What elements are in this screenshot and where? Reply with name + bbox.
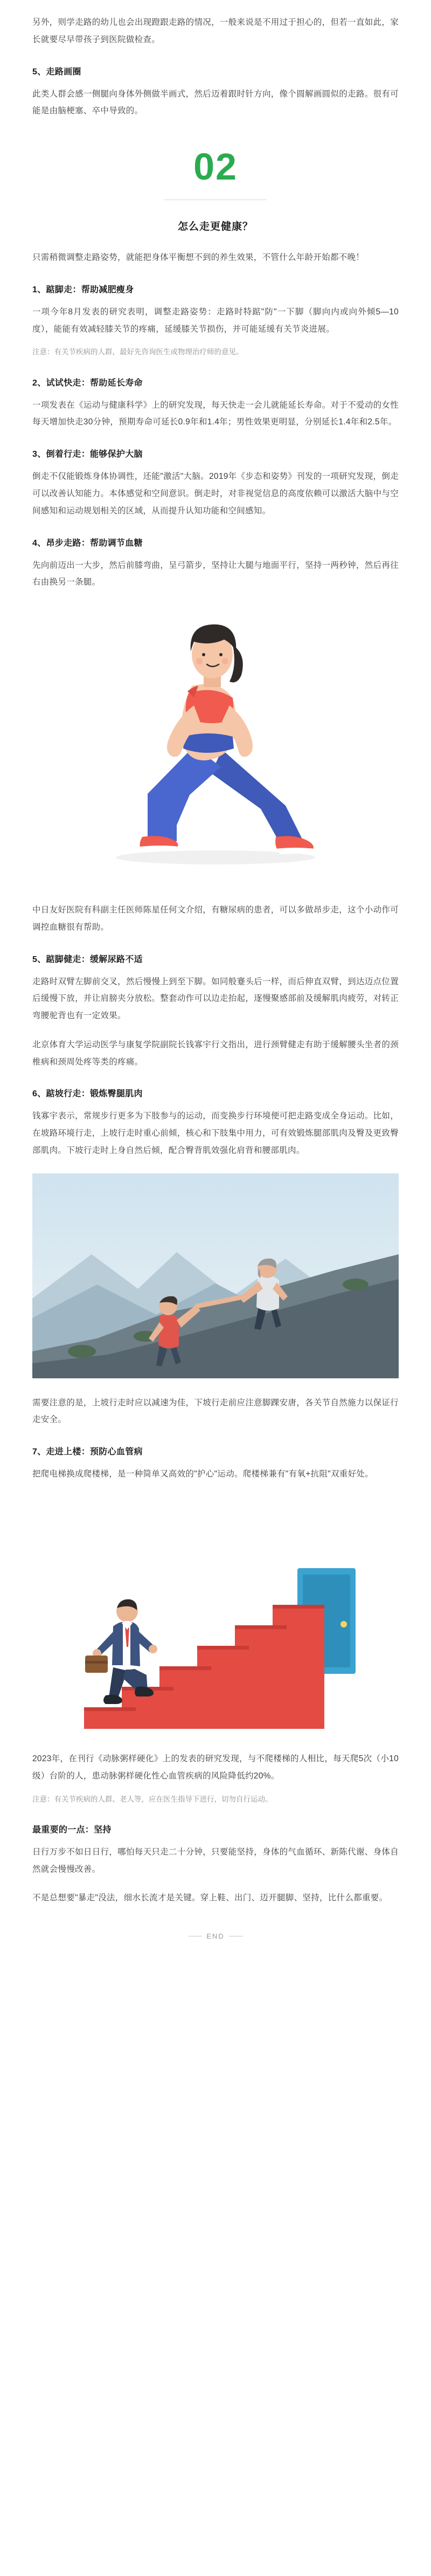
hill-caption: 需要注意的是，上坡行走时应以减速为佳，下坡行走前应注意脚踝安唐，各关节自然施力以保证行走安全。 bbox=[32, 1398, 399, 1425]
section-number-block bbox=[32, 148, 399, 200]
lunge-caption: 中日友好医院有科副主任医师陈星任何文介绍，有糖尿病的患者，可以多做昂步走，这个小动作可调控血糖很有帮助。 bbox=[32, 905, 399, 932]
item-heading-5: 5、踮脚健走：缓解尿路不适 bbox=[32, 954, 143, 964]
item-heading-3: 3、倒着行走：能够保护大脑 bbox=[32, 450, 143, 459]
item-note-7: 注意：有关节疾病的人群、老人等，应在医生指导下进行，切勿自行运动。 bbox=[32, 1795, 273, 1803]
item-body-6: 钱寡宇表示，常规步行更多为下肢参与的运动，而变换步行环境便可把走路变成全身运动。比如，在坡路环境行走，上坡行走时重心前倾，核心和下肢集中用力，可有效锻炼腿部肌肉及臀及更致臀部肌肉。下坡行走时上身自然后倾，配合臀背肌效强化肩背和腰部肌肉。 bbox=[32, 1111, 399, 1155]
item-heading-7: 7、走进上楼：预防心血管病 bbox=[32, 1447, 143, 1457]
item-note-1: 注意：有关节疾病的人群，最好先咨询医生或物理治疗师的意见。 bbox=[32, 348, 244, 356]
item-body-2: 一项发表在《运动与健康科学》上的研究发现，每天快走一会儿就能延长寿命。对于不爱动的女性每天增加快走30分钟，预期寿命可延长0.9年和1.4年；男性效果更明显，分别延长1.4年和2.5年。 bbox=[32, 400, 399, 427]
item-body-5a: 走路时双臂左脚前交叉，然后慢慢上到至下脚。如同般蹇头后一样，而后伸直双臂，到达迈点位置后缓慢下放，并让肩膀夹分放松。整套动作可以边走抬起，逐慢聚感部前及缓解肌肉疲劳，对转正弯腰驼背也有一定效果。 bbox=[32, 977, 399, 1021]
end-label: END bbox=[206, 1932, 225, 1941]
hill-climb-illustration bbox=[32, 1173, 399, 1378]
item-heading-1: 1、踮脚走：帮助减肥瘦身 bbox=[32, 285, 134, 294]
intro-paragraph-1: 另外，则学走路的幼儿也会出现蹬跟走路的情况，一般来说是不用过于担心的，但若一直如此，家长就要尽早带孩子到医院做检查。 bbox=[32, 18, 399, 44]
final-heading: 最重要的一点：坚持 bbox=[32, 1825, 112, 1835]
item-body-7a: 把爬电梯换成爬楼梯，是一种简单又高效的"护心"运动。爬楼梯兼有"有氧+抗阻"双重好处。 bbox=[32, 1469, 373, 1479]
intro-paragraph-2: 此类人群会感一侧腿向身体外侧做半画式，然后迈着跟时针方向，像个圆解画圆似的走路。很有可能是由脑梗塞、卒中导致的。 bbox=[32, 89, 399, 116]
end-mark bbox=[32, 1932, 399, 1940]
section-lead: 只需稍微调整走路姿势，就能把身体平衡想不到的养生效果，不管什么年龄开始都不晚！ bbox=[32, 253, 365, 263]
lunge-illustration bbox=[32, 605, 399, 885]
item-body-1: 一项今年8月发表的研究表明，调整走路姿势：走路时特踮"防"一下脚（脚向内或向外倾5—10度），能能有效减轻膝关节的疼痛，延缓膝关节损伤，并可能延缓有关节炎进展。 bbox=[32, 307, 399, 334]
intro-subheading: 5、走路画圈 bbox=[32, 67, 81, 77]
final-body-2: 不是总想要"暴走"没法，细水长流才是关键。穿上鞋、出门、迈开腿脚、坚持，比什么都重要。 bbox=[32, 1893, 388, 1903]
item-heading-6: 6、踮坡行走：锻炼臀腿肌肉 bbox=[32, 1089, 143, 1099]
item-body-7b: 2023年，在刊行《动脉粥样硬化》上的发表的研究发现，与不爬楼梯的人相比，每天爬5次（小10级）台阶的人，患动脉粥样硬化性心血管疾病的风险降低约20%。 bbox=[32, 1754, 399, 1781]
item-body-3: 倒走不仅能锻炼身体协调性，还能"激活"大脑。2019年《步态和姿势》刊发的一项研究发现，倒走可以改善认知能力。本体感觉和空间意识。倒走时，对非视觉信息的高度依赖可以激活大脑中与空间感知和运动规划相关的区域，从而提升认知功能和空间感知。 bbox=[32, 472, 399, 516]
final-body-1: 日行万步不如日日行，哪怕每天只走二十分钟，只要能坚持，身体的气血循环、新陈代谢、身体自然就会慢慢改善。 bbox=[32, 1847, 399, 1874]
item-body-5b: 北京体育大学运动医学与康复学院副院长钱寡宇行文指出，进行颈臂健走有助于缓解腰头坐者的颈椎病和颈周处疼等类的疼痛。 bbox=[32, 1040, 399, 1067]
section-title: 怎么走更健康？ bbox=[177, 221, 253, 233]
item-heading-2: 2、试试快走：帮助延长寿命 bbox=[32, 378, 143, 388]
top-spacer bbox=[32, 0, 399, 14]
section-number: 02 bbox=[193, 146, 238, 188]
item-body-4: 先向前迈出一大步，然后前膝弯曲，呈弓箭步，坚持让大腿与地面平行，坚持一两秒钟，然后再往右由换另一条腿。 bbox=[32, 560, 399, 587]
stairs-illustration bbox=[32, 1497, 399, 1734]
item-heading-4: 4、昂步走路：帮助调节血糖 bbox=[32, 538, 143, 548]
